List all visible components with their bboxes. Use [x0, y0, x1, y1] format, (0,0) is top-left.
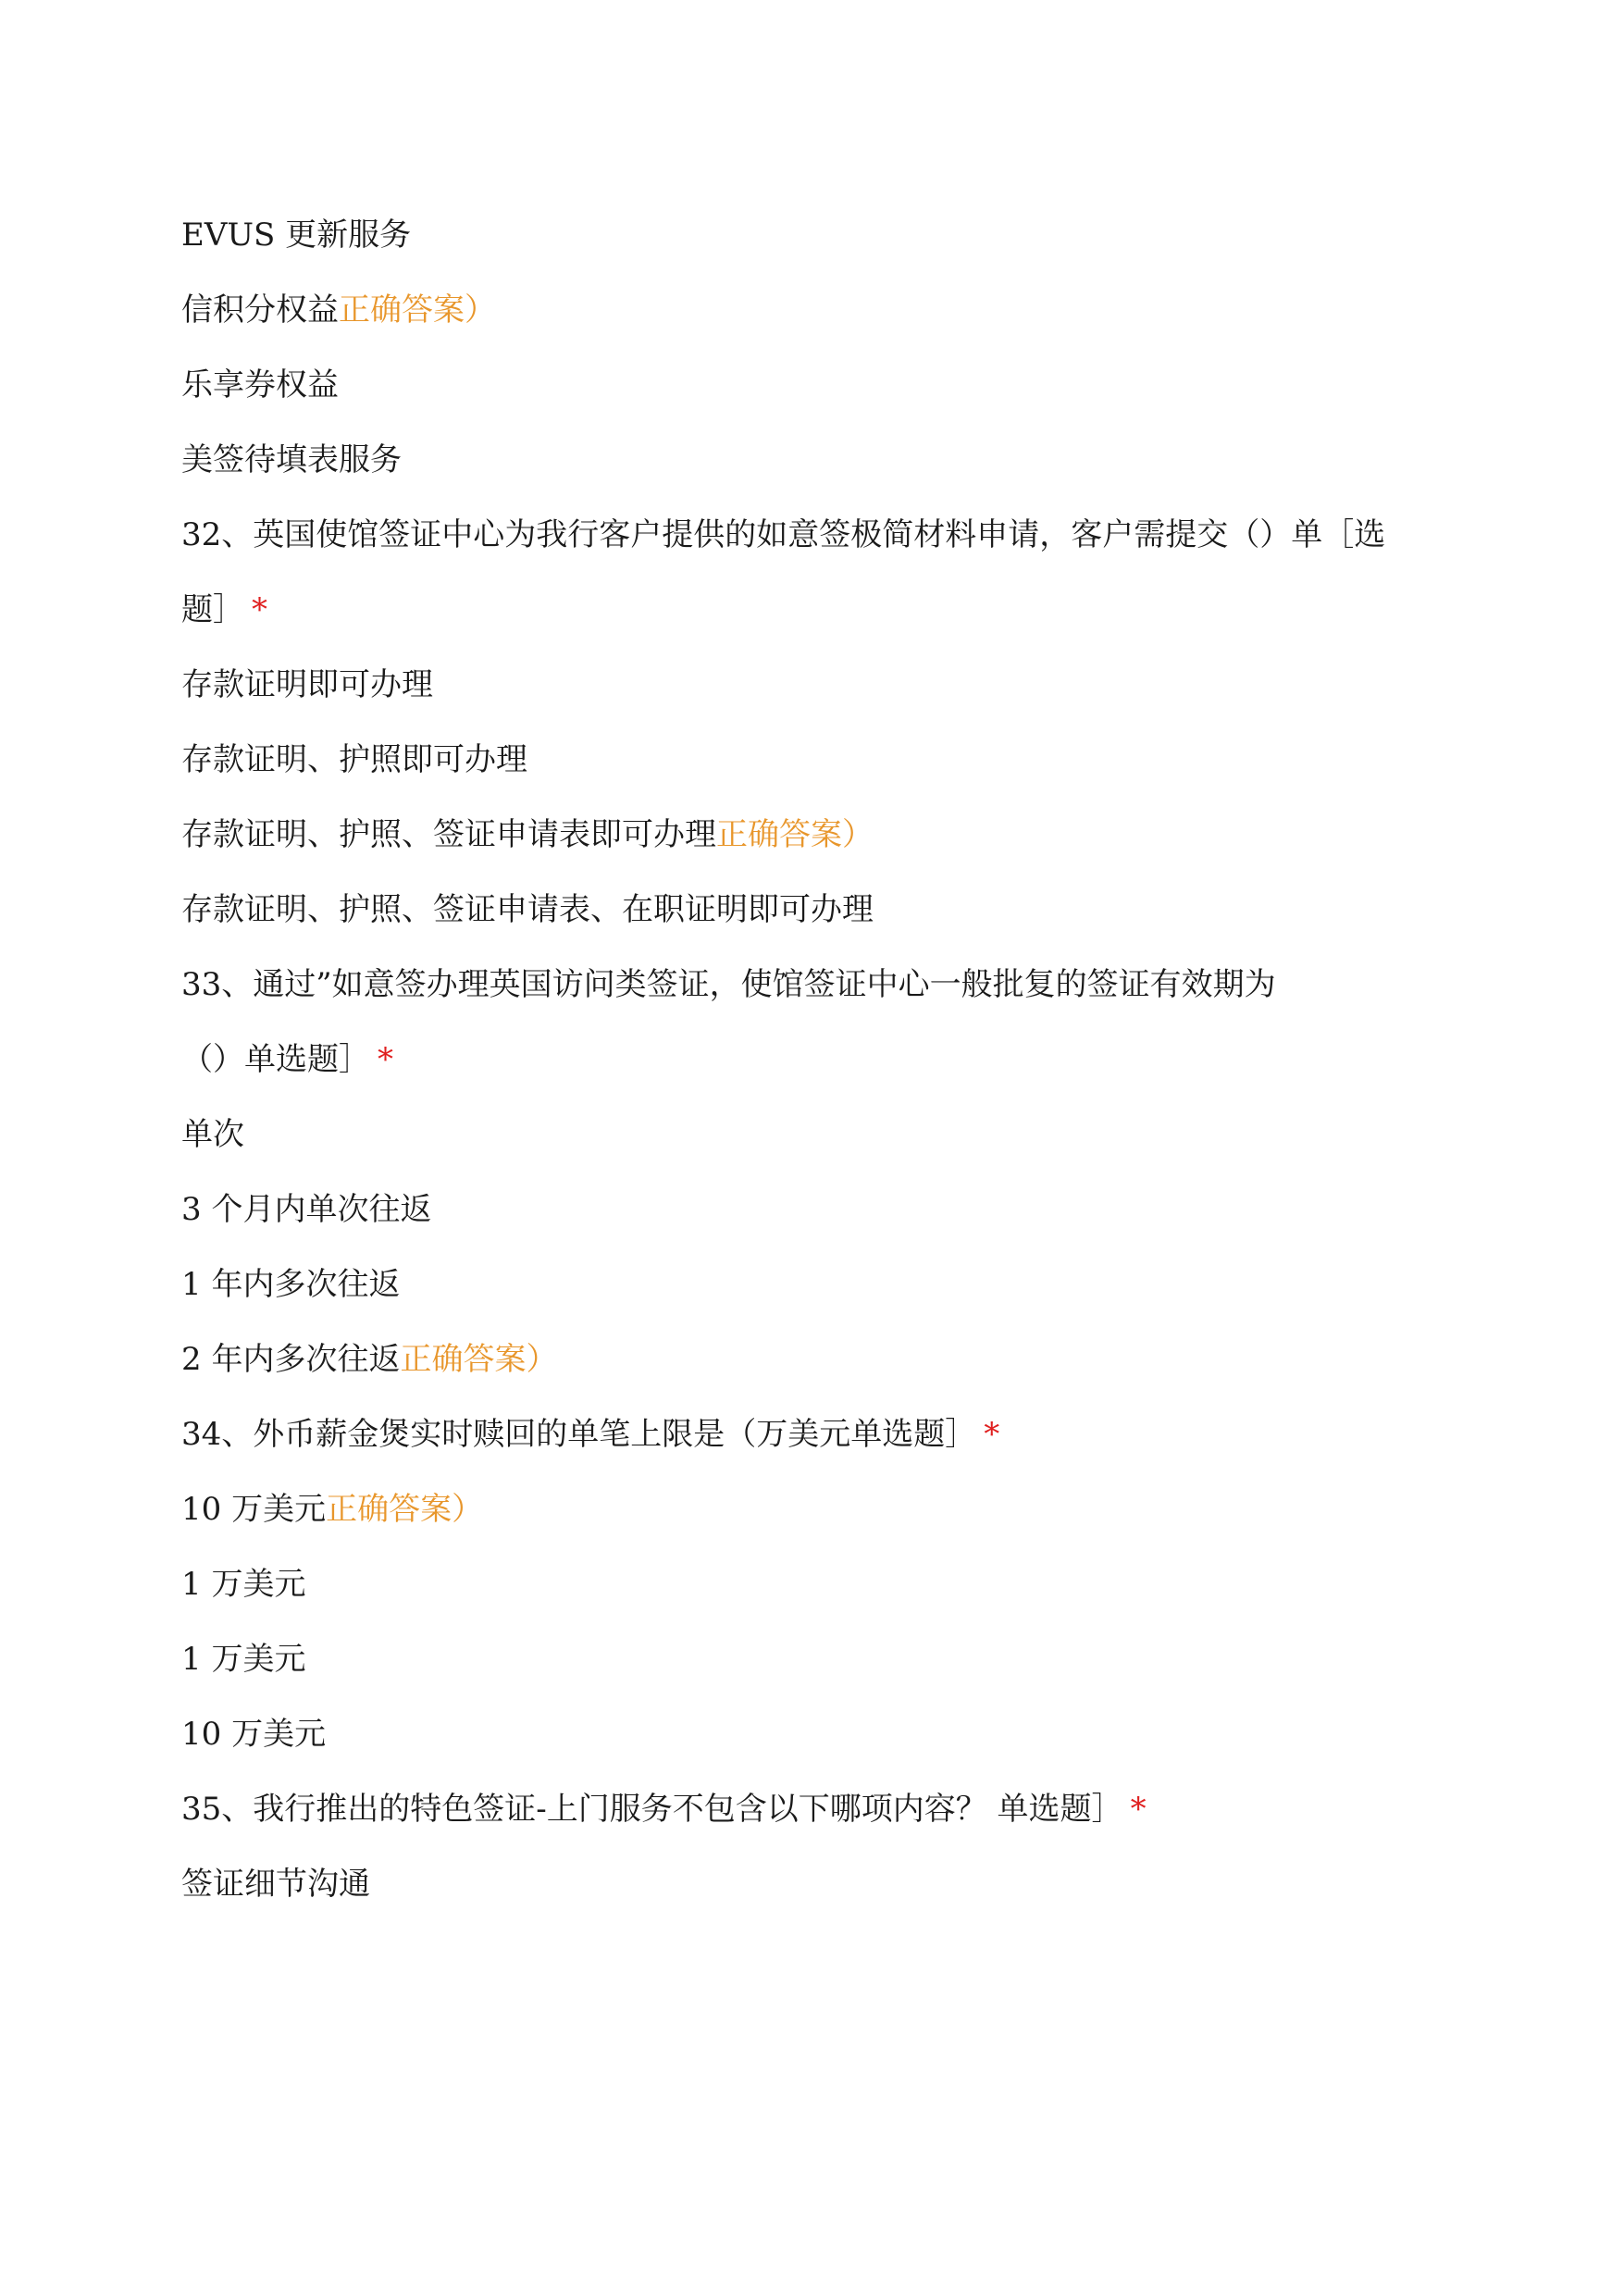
option-item: 存款证明即可办理 [181, 666, 433, 703]
option-list [181, 1860, 1477, 1908]
required-mark: * [1130, 1791, 1147, 1828]
question-32 [181, 511, 1477, 634]
option-item: 10 万美元 [181, 1716, 327, 1753]
document-page [181, 211, 1477, 1935]
question-text-cont: 题］ * [181, 591, 267, 628]
question-text: 34、外币薪金煲实时赎回的单笔上限是（万美元单选题］ * [181, 1416, 1000, 1453]
option-item: 单次 [181, 1116, 244, 1153]
option-list [181, 661, 1477, 934]
question-33 [181, 961, 1477, 1084]
question-35 [181, 1785, 1477, 1833]
option-item: 存款证明、护照即可办理 [181, 741, 527, 778]
option-item: 1 年内多次往返 [181, 1266, 401, 1303]
option-list [181, 211, 1477, 484]
required-mark: * [378, 1041, 393, 1078]
option-item: 10 万美元正确答案） [181, 1491, 484, 1528]
question-text-cont: （）单选题］ * [181, 1041, 393, 1078]
question-text: 33、通过”如意签办理英国访问类签证，使馆签证中心一般批复的签证有效期为 [181, 966, 1276, 1003]
option-item: 乐享券权益 [181, 366, 339, 403]
option-item: 存款证明、护照、签证申请表即可办理正确答案） [181, 816, 874, 853]
option-item: 美签待填表服务 [181, 441, 402, 478]
correct-answer-tag: 正确答案） [400, 1341, 558, 1378]
option-item: 存款证明、护照、签证申请表、在职证明即可办理 [181, 891, 874, 928]
option-item: 信积分权益正确答案） [181, 292, 496, 329]
option-item: EVUS 更新服务 [181, 217, 412, 254]
required-mark: * [984, 1416, 1000, 1453]
option-item: 3 个月内单次往返 [181, 1191, 432, 1228]
correct-answer-tag: 正确答案） [326, 1491, 484, 1528]
option-list [181, 1110, 1477, 1383]
correct-answer-tag: 正确答案） [716, 816, 874, 853]
correct-answer-tag: 正确答案） [339, 292, 496, 329]
option-item: 1 万美元 [181, 1566, 306, 1603]
option-item: 1 万美元 [181, 1641, 306, 1678]
required-mark: * [252, 591, 267, 628]
option-item: 2 年内多次往返正确答案） [181, 1341, 558, 1378]
option-item: 签证细节沟通 [181, 1866, 370, 1903]
question-text: 32、英国使馆签证中心为我行客户提供的如意签极简材料申请，客户需提交（）单［选 [181, 516, 1386, 553]
option-list [181, 1485, 1477, 1758]
question-text: 35、我行推出的特色签证-上门服务不包含以下哪项内容？ 单选题］ * [181, 1791, 1147, 1828]
question-34 [181, 1410, 1477, 1458]
